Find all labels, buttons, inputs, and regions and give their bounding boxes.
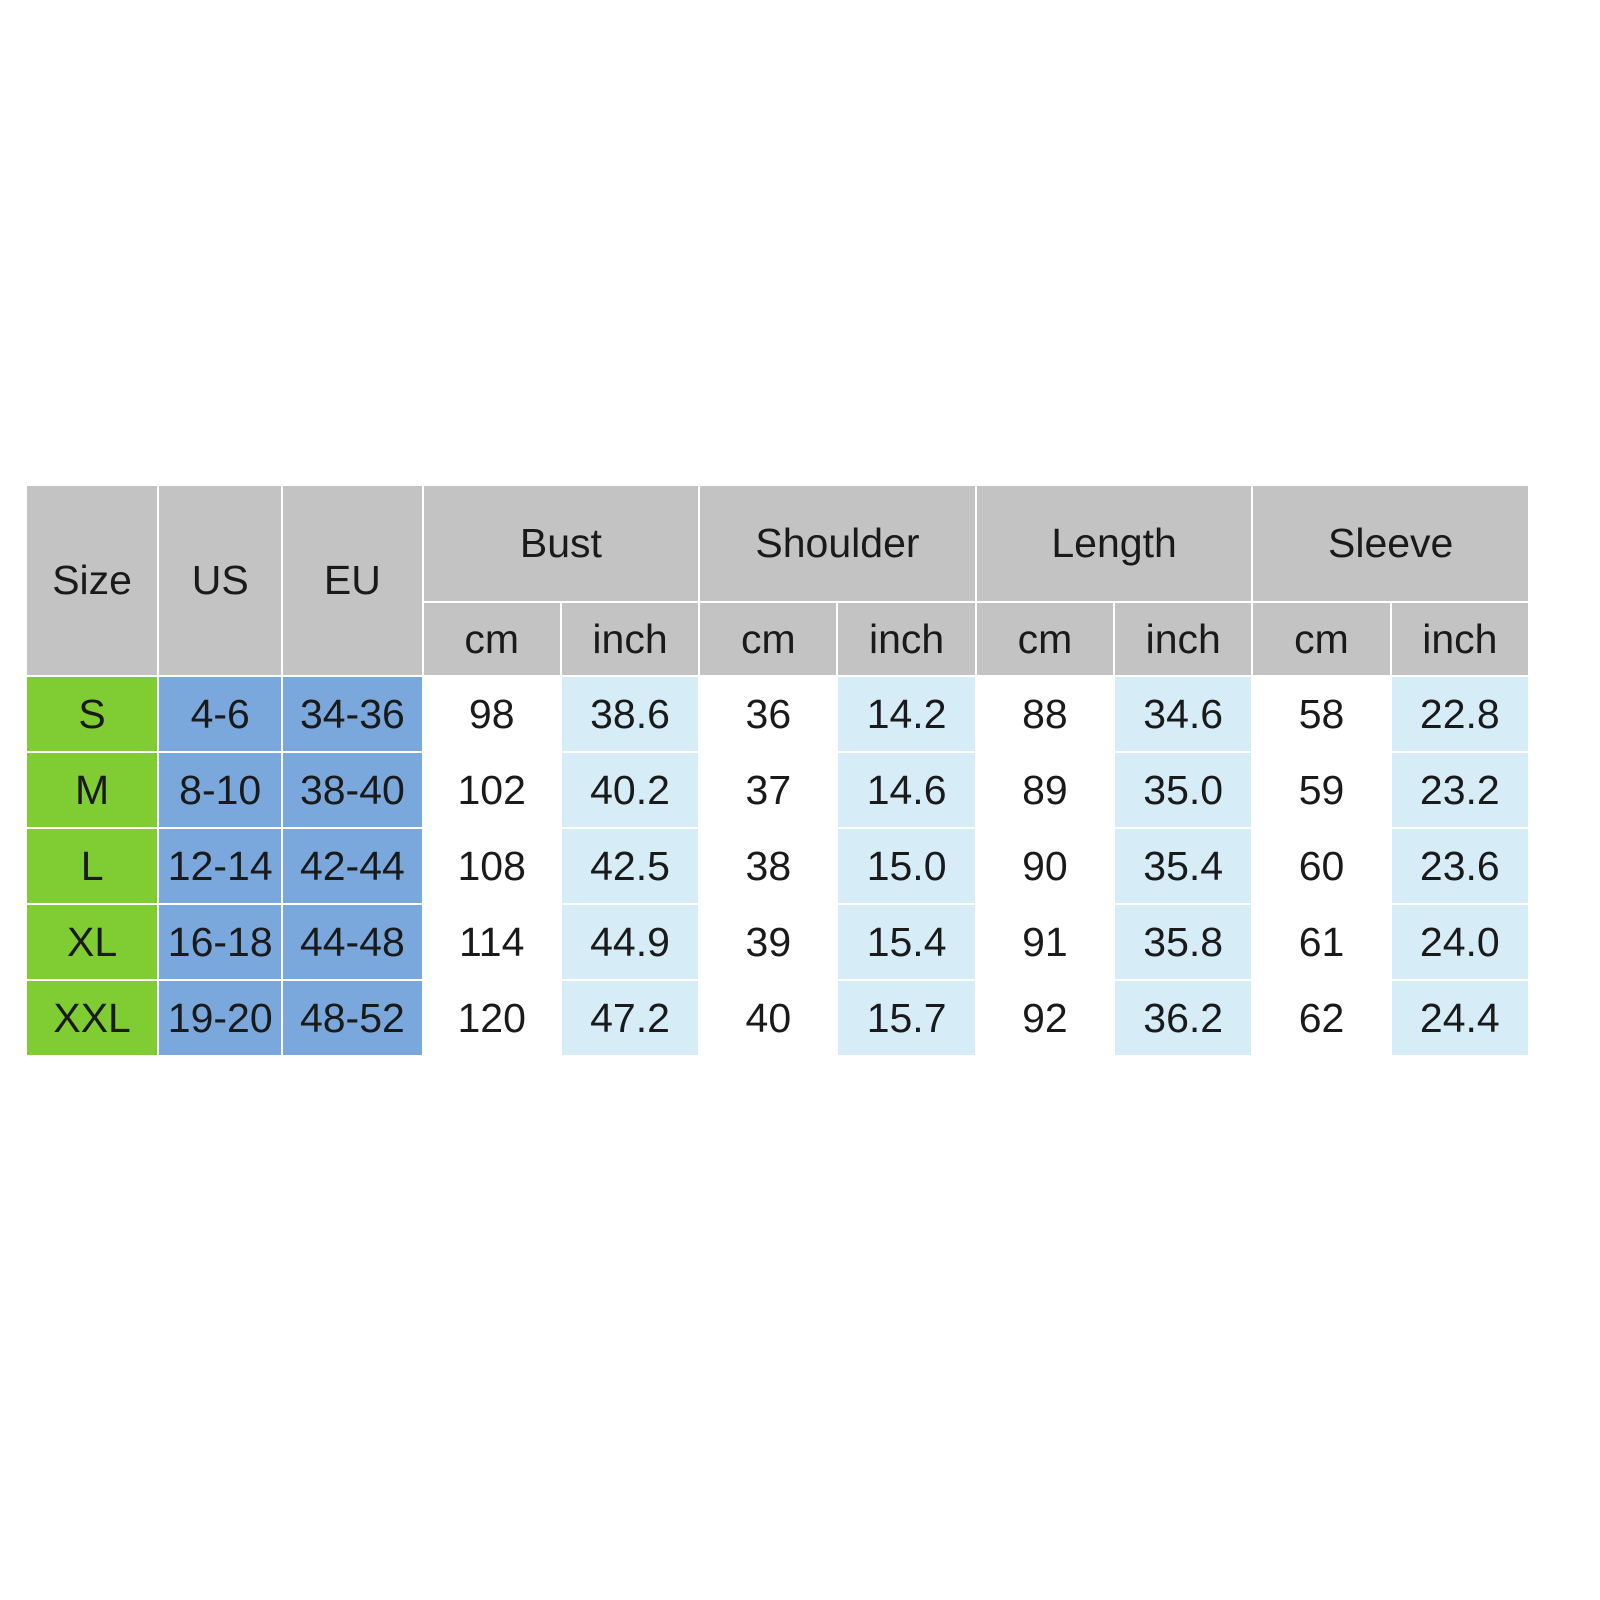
cell-eu: 34-36 xyxy=(282,676,422,752)
header-eu: EU xyxy=(282,485,422,676)
cell-sleeve-inch: 24.0 xyxy=(1391,904,1529,980)
header-us: US xyxy=(158,485,282,676)
cell-sleeve-cm: 59 xyxy=(1252,752,1390,828)
unit-length-cm: cm xyxy=(976,602,1114,676)
cell-size: S xyxy=(26,676,158,752)
cell-bust-cm: 98 xyxy=(423,676,561,752)
header-length: Length xyxy=(976,485,1253,602)
table-row xyxy=(26,980,1529,1056)
cell-us: 16-18 xyxy=(158,904,282,980)
unit-sleeve-cm: cm xyxy=(1252,602,1390,676)
cell-size: L xyxy=(26,828,158,904)
cell-shoulder-cm: 36 xyxy=(699,676,837,752)
header-size: Size xyxy=(26,485,158,676)
cell-us: 19-20 xyxy=(158,980,282,1056)
cell-bust-inch: 42.5 xyxy=(561,828,699,904)
cell-shoulder-inch: 14.2 xyxy=(837,676,975,752)
header-bust: Bust xyxy=(423,485,700,602)
unit-bust-inch: inch xyxy=(561,602,699,676)
cell-bust-inch: 38.6 xyxy=(561,676,699,752)
table-row xyxy=(26,752,1529,828)
cell-size: XL xyxy=(26,904,158,980)
cell-bust-cm: 102 xyxy=(423,752,561,828)
cell-bust-inch: 44.9 xyxy=(561,904,699,980)
cell-bust-cm: 114 xyxy=(423,904,561,980)
cell-length-cm: 89 xyxy=(976,752,1114,828)
cell-bust-inch: 40.2 xyxy=(561,752,699,828)
cell-sleeve-cm: 60 xyxy=(1252,828,1390,904)
cell-length-cm: 90 xyxy=(976,828,1114,904)
cell-shoulder-inch: 15.4 xyxy=(837,904,975,980)
header-sleeve: Sleeve xyxy=(1252,485,1529,602)
cell-length-inch: 34.6 xyxy=(1114,676,1252,752)
cell-length-cm: 92 xyxy=(976,980,1114,1056)
cell-sleeve-cm: 58 xyxy=(1252,676,1390,752)
header-shoulder: Shoulder xyxy=(699,485,976,602)
size-chart-table xyxy=(25,484,1530,1057)
cell-length-cm: 88 xyxy=(976,676,1114,752)
table-row xyxy=(26,904,1529,980)
cell-sleeve-inch: 23.6 xyxy=(1391,828,1529,904)
cell-eu: 48-52 xyxy=(282,980,422,1056)
table-row xyxy=(26,828,1529,904)
unit-sleeve-inch: inch xyxy=(1391,602,1529,676)
table-header-row-groups xyxy=(26,485,1529,602)
unit-shoulder-inch: inch xyxy=(837,602,975,676)
cell-us: 8-10 xyxy=(158,752,282,828)
cell-shoulder-cm: 39 xyxy=(699,904,837,980)
table-row xyxy=(26,676,1529,752)
cell-eu: 44-48 xyxy=(282,904,422,980)
unit-bust-cm: cm xyxy=(423,602,561,676)
cell-length-cm: 91 xyxy=(976,904,1114,980)
cell-sleeve-cm: 61 xyxy=(1252,904,1390,980)
cell-length-inch: 35.8 xyxy=(1114,904,1252,980)
cell-bust-cm: 120 xyxy=(423,980,561,1056)
cell-size: M xyxy=(26,752,158,828)
cell-us: 12-14 xyxy=(158,828,282,904)
cell-eu: 38-40 xyxy=(282,752,422,828)
cell-shoulder-cm: 37 xyxy=(699,752,837,828)
cell-length-inch: 35.0 xyxy=(1114,752,1252,828)
cell-size: XXL xyxy=(26,980,158,1056)
unit-length-inch: inch xyxy=(1114,602,1252,676)
cell-us: 4-6 xyxy=(158,676,282,752)
cell-eu: 42-44 xyxy=(282,828,422,904)
cell-sleeve-inch: 22.8 xyxy=(1391,676,1529,752)
cell-shoulder-inch: 14.6 xyxy=(837,752,975,828)
cell-sleeve-inch: 24.4 xyxy=(1391,980,1529,1056)
size-chart-container xyxy=(25,484,1555,1057)
unit-shoulder-cm: cm xyxy=(699,602,837,676)
cell-shoulder-cm: 40 xyxy=(699,980,837,1056)
cell-sleeve-inch: 23.2 xyxy=(1391,752,1529,828)
cell-bust-inch: 47.2 xyxy=(561,980,699,1056)
cell-bust-cm: 108 xyxy=(423,828,561,904)
cell-sleeve-cm: 62 xyxy=(1252,980,1390,1056)
cell-shoulder-cm: 38 xyxy=(699,828,837,904)
cell-length-inch: 35.4 xyxy=(1114,828,1252,904)
cell-shoulder-inch: 15.0 xyxy=(837,828,975,904)
cell-shoulder-inch: 15.7 xyxy=(837,980,975,1056)
cell-length-inch: 36.2 xyxy=(1114,980,1252,1056)
